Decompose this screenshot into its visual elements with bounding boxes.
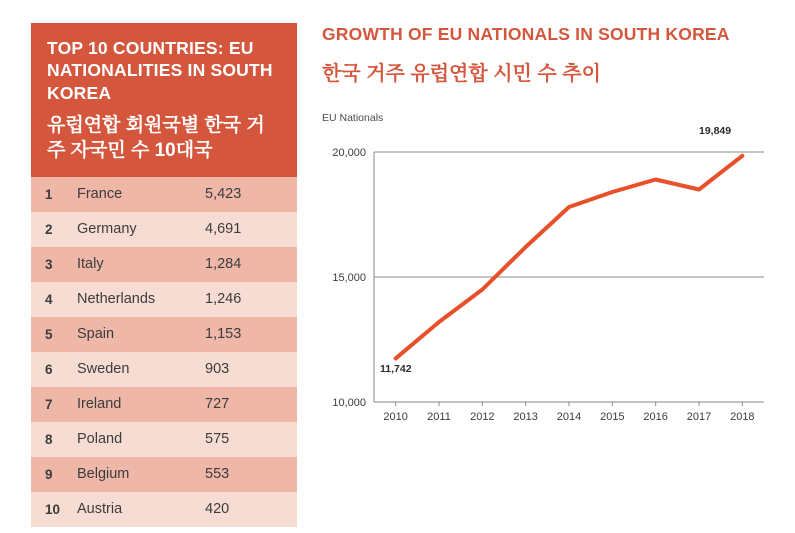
rank-cell: 8 [45, 431, 53, 447]
y-tick-label: 20,000 [332, 146, 366, 159]
x-tick-label: 2017 [686, 410, 712, 423]
table-body [31, 177, 297, 527]
value-cell: 420 [205, 501, 230, 518]
table-row [31, 352, 297, 387]
rank-cell: 7 [45, 396, 53, 412]
table-row [31, 247, 297, 282]
line-chart [322, 124, 772, 440]
value-cell: 553 [205, 466, 230, 483]
country-cell: Belgium [77, 466, 130, 483]
value-cell: 1,246 [205, 291, 242, 308]
chart-title-english: GROWTH OF EU NATIONALS IN SOUTH KOREA [322, 24, 730, 44]
country-cell: Ireland [77, 396, 122, 413]
y-tick-label: 10,000 [332, 396, 366, 409]
value-cell: 903 [205, 361, 230, 378]
value-cell: 4,691 [205, 221, 242, 238]
country-cell: Sweden [77, 361, 130, 378]
rank-cell: 6 [45, 361, 53, 377]
table-row [31, 317, 297, 352]
table-row [31, 387, 297, 422]
country-cell: Austria [77, 501, 123, 518]
rank-cell: 3 [45, 256, 53, 272]
x-tick-label: 2011 [427, 410, 451, 423]
rank-cell: 9 [45, 466, 53, 482]
data-line [396, 156, 743, 359]
table-row [31, 212, 297, 247]
rank-cell: 1 [45, 186, 53, 202]
y-axis-label: EU Nationals [322, 111, 384, 124]
country-cell: Germany [77, 221, 137, 238]
table-header [31, 23, 297, 177]
x-tick-label: 2018 [730, 410, 755, 423]
table-row [31, 457, 297, 492]
country-cell: Italy [77, 256, 104, 273]
start-value-annotation: 11,742 [380, 362, 412, 375]
table-title-korean: 유럽연합 회원국별 한국 거주 자국민 수 10대국 [47, 115, 265, 161]
table-row [31, 492, 297, 527]
chart-title-korean: 한국 거주 유럽연합 시민 수 추이 [322, 62, 601, 85]
rank-cell: 2 [45, 221, 53, 237]
x-tick-label: 2016 [643, 410, 668, 423]
x-tick-label: 2014 [556, 410, 582, 423]
value-cell: 727 [205, 396, 230, 413]
table-row [31, 282, 297, 317]
end-value-annotation: 19,849 [699, 124, 732, 137]
table-row [31, 177, 297, 212]
x-tick-label: 2015 [600, 410, 625, 423]
rank-cell: 4 [45, 291, 53, 307]
value-cell: 575 [205, 431, 230, 448]
table-title-english: TOP 10 COUNTRIES: EU NATIONALITIES IN SOUTH KOREA [47, 38, 273, 103]
growth-chart-panel [322, 23, 772, 440]
y-tick-label: 15,000 [332, 271, 366, 284]
country-cell: Spain [77, 326, 115, 343]
value-cell: 5,423 [205, 186, 242, 203]
country-cell: Poland [77, 431, 123, 448]
country-cell: Netherlands [77, 291, 156, 308]
x-tick-label: 2012 [470, 410, 495, 423]
value-cell: 1,153 [205, 326, 242, 343]
country-cell: France [77, 186, 123, 203]
line-chart-svg [322, 130, 772, 440]
value-cell: 1,284 [205, 256, 242, 273]
x-tick-label: 2010 [383, 410, 408, 423]
rank-cell: 10 [45, 501, 61, 517]
top-countries-table [31, 23, 297, 527]
rank-cell: 5 [45, 326, 53, 342]
x-tick-label: 2013 [513, 410, 538, 423]
table-row [31, 422, 297, 457]
